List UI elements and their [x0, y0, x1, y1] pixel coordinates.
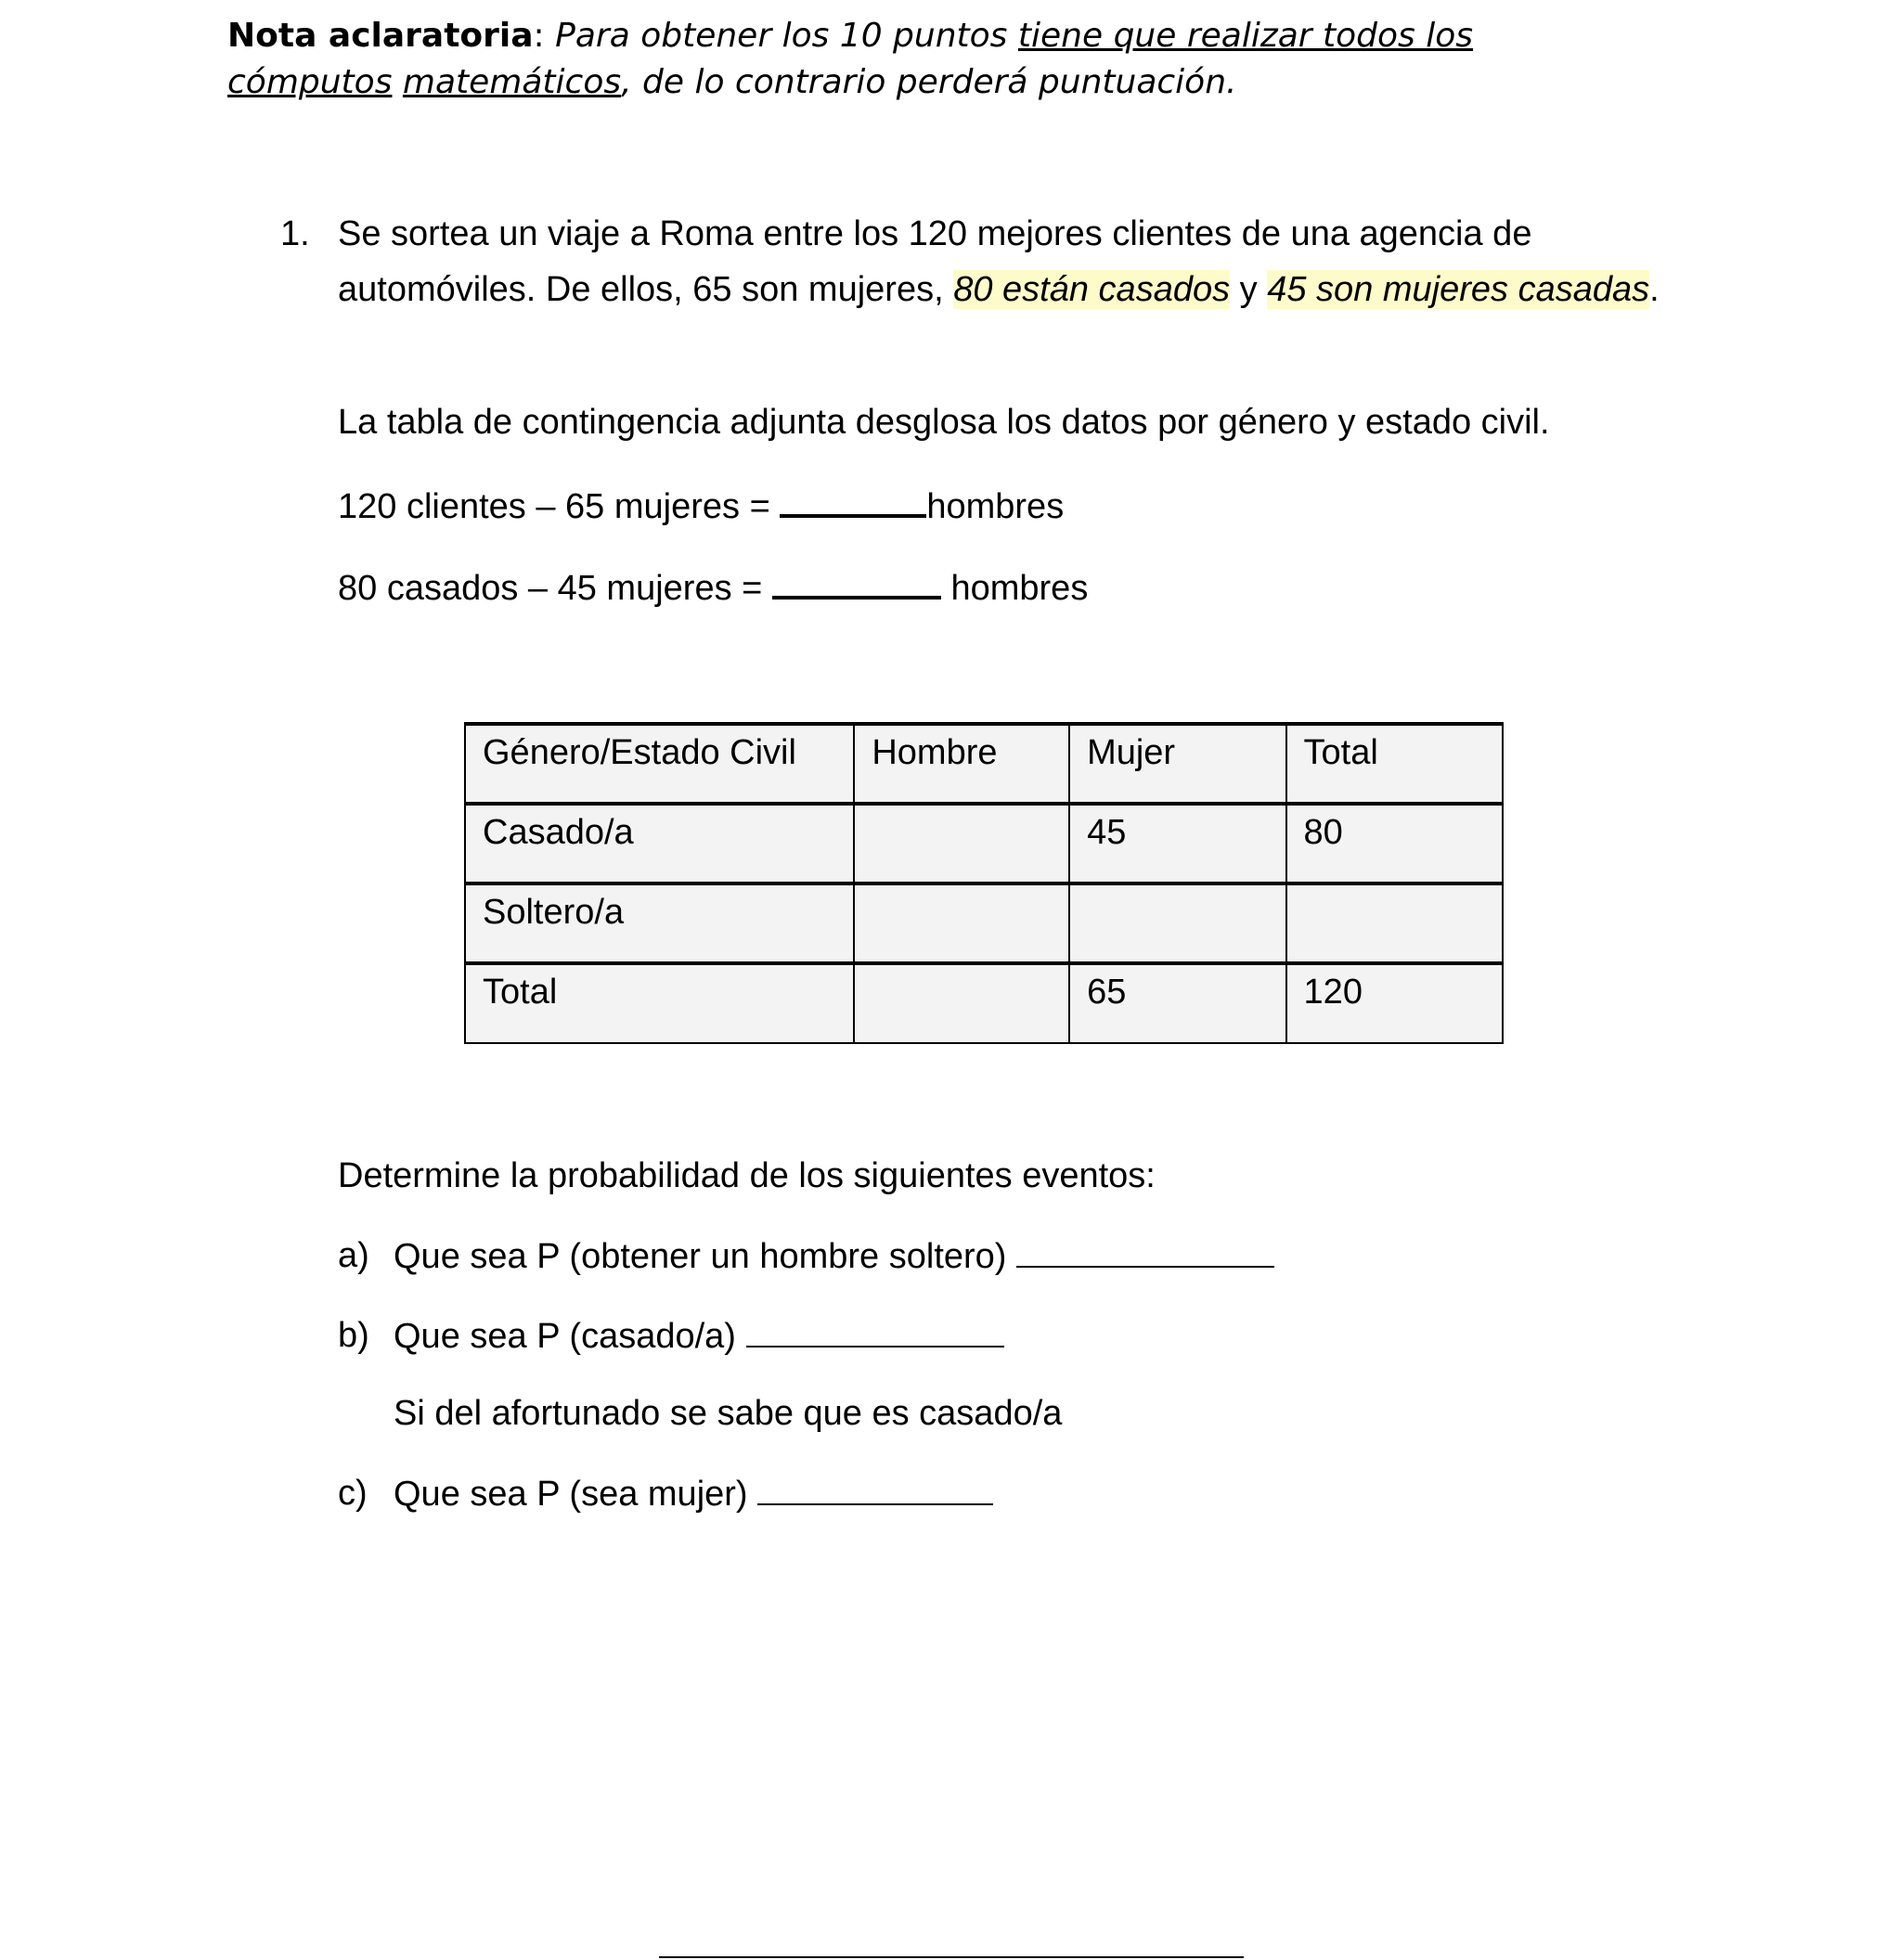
header-cell: Hombre	[854, 724, 1069, 804]
item-a	[394, 1232, 1274, 1280]
instruction-note	[227, 13, 1638, 106]
probabilities-intro: Determine la probabilidad de los siguientes eventos:	[338, 1156, 1156, 1195]
footer-divider	[659, 1956, 1244, 1958]
table-cell: Casado/a	[465, 804, 854, 883]
table-cell: Total	[465, 963, 854, 1043]
note-text-part1: Para obtener los 10 puntos	[555, 17, 1008, 55]
highlight-married-women: 45 son mujeres casadas	[1267, 270, 1650, 309]
item-b-label: b)	[338, 1316, 369, 1355]
calc-married-men	[338, 562, 1088, 612]
calc1-right: hombres	[926, 487, 1065, 526]
table-cell: 65	[1069, 963, 1285, 1043]
table-header-row	[465, 724, 1503, 804]
table-cell: 80	[1286, 804, 1503, 883]
calc2-right: hombres	[950, 569, 1089, 608]
table-cell: 45	[1069, 804, 1285, 883]
item-c-text: Que sea P (sea mujer)	[394, 1475, 748, 1514]
contingency-table	[464, 722, 1504, 1044]
statement-text-1: Se sortea un viaje a Roma entre los 120 mejores clientes de una agencia de automóviles. De ellos, 65 son mujeres,	[338, 214, 1532, 309]
item-a-label: a)	[338, 1236, 369, 1275]
item-c-answer-blank[interactable]	[757, 1470, 993, 1505]
note-text-part2: , de lo contrario perderá puntuación.	[621, 63, 1237, 101]
table-row	[465, 883, 1503, 963]
note-underlined-1: tiene que realizar todos los cómputos	[227, 17, 1474, 101]
table-cell[interactable]	[1069, 883, 1285, 963]
table-cell[interactable]	[854, 804, 1069, 883]
table-cell[interactable]	[854, 883, 1069, 963]
note-colon: :	[533, 17, 545, 55]
note-underlined-2: matemáticos	[402, 63, 622, 101]
header-cell: Género/Estado Civil	[465, 724, 854, 804]
condition-text: Si del afortunado se sabe que es casado/a	[394, 1394, 1063, 1433]
header-cell: Total	[1286, 724, 1503, 804]
question-number: 1.	[280, 214, 310, 253]
statement-text-2: y	[1239, 270, 1258, 309]
calc2-answer-blank[interactable]	[772, 562, 941, 600]
note-label: Nota aclaratoria	[227, 17, 534, 55]
table-intro: La tabla de contingencia adjunta desglosa los datos por género y estado civil.	[338, 403, 1550, 442]
highlight-married: 80 están casados	[953, 270, 1231, 309]
table-row	[465, 804, 1503, 883]
header-cell: Mujer	[1069, 724, 1285, 804]
item-b	[394, 1312, 1004, 1360]
item-c-label: c)	[338, 1474, 368, 1513]
statement-text-3: .	[1649, 270, 1660, 309]
table-cell: 120	[1286, 963, 1503, 1043]
calc-men-total	[338, 481, 1064, 530]
table-cell[interactable]	[1286, 883, 1503, 963]
item-a-text: Que sea P (obtener un hombre soltero)	[394, 1237, 1007, 1276]
calc1-left: 120 clientes – 65 mujeres =	[338, 487, 770, 526]
table-cell: Soltero/a	[465, 883, 854, 963]
item-c	[394, 1470, 993, 1517]
item-b-text: Que sea P (casado/a)	[394, 1317, 736, 1356]
table-cell[interactable]	[854, 963, 1069, 1043]
item-b-answer-blank[interactable]	[746, 1312, 1004, 1348]
item-a-answer-blank[interactable]	[1016, 1232, 1274, 1268]
calc1-answer-blank[interactable]	[780, 481, 926, 518]
question-statement	[338, 206, 1693, 317]
calc2-left: 80 casados – 45 mujeres =	[338, 569, 763, 608]
table-row	[465, 963, 1503, 1043]
